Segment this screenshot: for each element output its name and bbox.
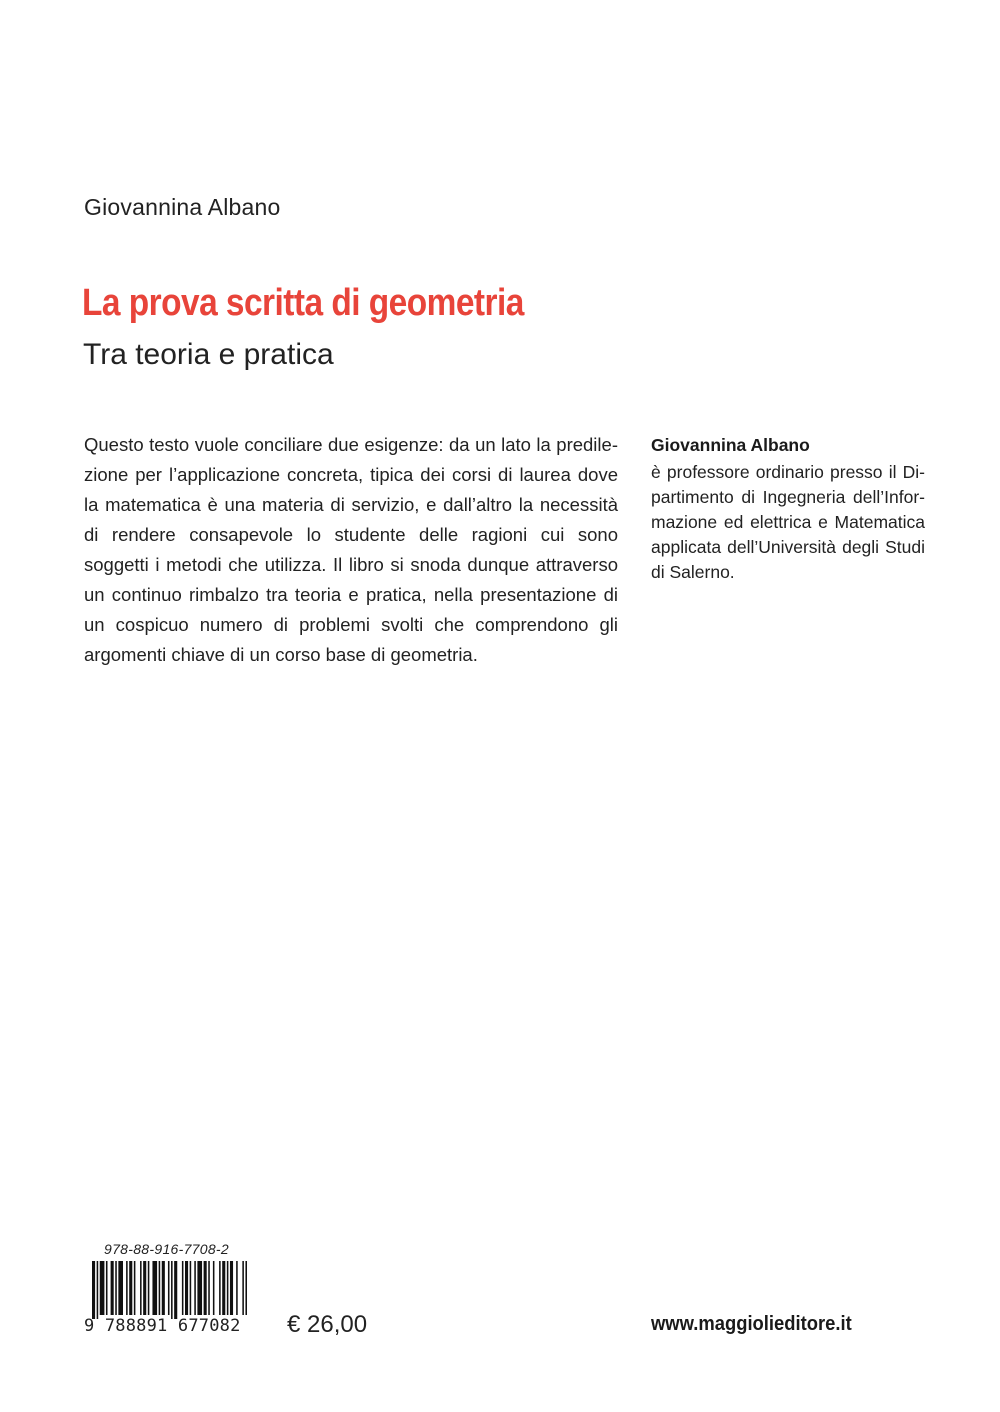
barcode-bar: [140, 1261, 142, 1315]
barcode-bar: [236, 1261, 238, 1315]
barcode-bar: [242, 1261, 244, 1315]
barcode-bar: [182, 1261, 184, 1315]
publisher-website: www.maggiolieditore.it: [651, 1313, 852, 1335]
bio-text: è professore ordinario presso il Dipartimento di Ingegneria dell’Informazione ed elettrica e Matematica applicata dell’Università degli Studi di Salerno.: [651, 462, 925, 582]
barcode-bar: [222, 1261, 225, 1315]
barcode-bar: [162, 1261, 165, 1315]
barcode-digits: 9 788891 677082: [84, 1316, 241, 1336]
barcode-bar: [126, 1261, 128, 1315]
isbn-label: 978-88-916-7708-2: [104, 1241, 229, 1257]
barcode-bar: [92, 1261, 95, 1319]
barcode-bar: [204, 1261, 207, 1315]
barcode-bar: [168, 1261, 170, 1315]
barcode-bar: [174, 1261, 177, 1319]
barcode-bar: [197, 1261, 202, 1315]
book-description: Questo testo vuole conciliare due esigenze: da un lato la predilezione per l’applicazione concreta, tipica dei corsi di laurea dove la matematica è una materia di servizio, e dall’altro la necessità di rendere consapevole lo studente delle ragioni cui sono soggetti i metodi che utilizza. Il libro si snoda dunque attraverso un continuo rimbalzo tra teoria e pratica, nella presentazione di un cospicuo numero di problemi svolti che comprendono gli argomenti chiave di un corso base di geometria.: [84, 434, 618, 665]
barcode-bar: [190, 1261, 192, 1315]
barcode-bar: [100, 1261, 105, 1315]
barcode-bar: [134, 1261, 136, 1315]
barcode-bar: [118, 1261, 123, 1315]
barcode-bar: [152, 1261, 157, 1315]
barcode-bar: [129, 1261, 132, 1315]
barcode-bar: [194, 1261, 196, 1315]
book-title: La prova scritta di geometria: [82, 282, 524, 324]
barcode-bar: [219, 1261, 221, 1315]
barcode-bar: [148, 1261, 150, 1315]
bio-author-name: Giovannina Albano: [651, 435, 810, 455]
author-name: Giovannina Albano: [84, 194, 281, 220]
barcode-bar: [115, 1261, 117, 1315]
barcode-bar: [213, 1261, 215, 1315]
barcode-bar: [97, 1261, 99, 1319]
barcode-bar: [171, 1261, 173, 1319]
barcode-bar: [106, 1261, 108, 1315]
barcode-bar: [245, 1261, 247, 1315]
barcode-bar: [143, 1261, 146, 1315]
barcode-bar: [185, 1261, 188, 1315]
barcode-bar: [111, 1261, 114, 1315]
author-bio: [651, 430, 925, 585]
barcode-bar: [208, 1261, 210, 1315]
book-subtitle: Tra teoria e pratica: [83, 338, 334, 371]
barcode-bar: [227, 1261, 229, 1315]
barcode-bar: [159, 1261, 161, 1315]
price: € 26,00: [287, 1311, 368, 1338]
barcode-icon: [90, 1261, 250, 1319]
barcode-bar: [230, 1261, 233, 1315]
